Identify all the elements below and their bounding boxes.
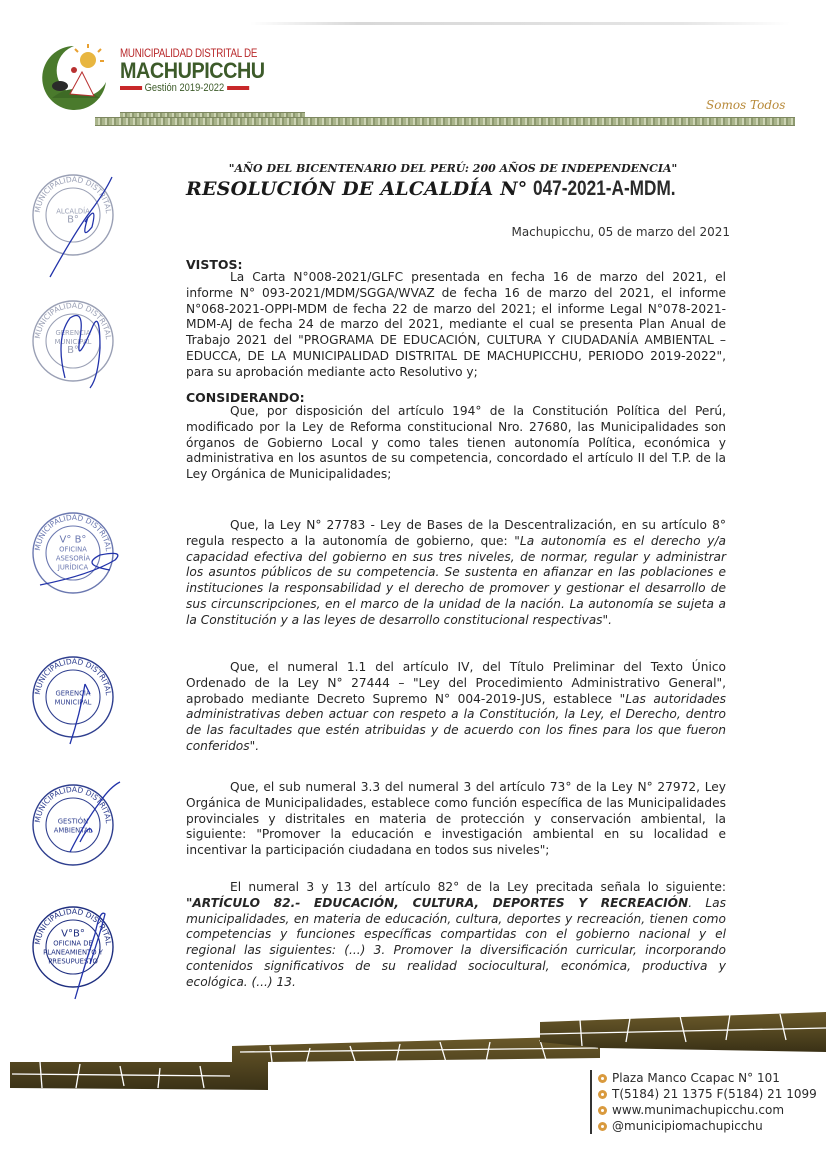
motto: Somos Todos (706, 98, 786, 112)
considerando-heading: CONSIDERANDO: (186, 390, 305, 405)
red-bar-left (120, 86, 142, 90)
brand-block (120, 48, 281, 94)
phone-text: T(5184) 21 1375 F(5184) 21 1099 (612, 1087, 817, 1101)
stamp-label: OFICINA (59, 545, 87, 554)
stamp-label: ASESORÍA (55, 554, 91, 563)
paragraph-article-82 (186, 880, 726, 991)
seal-stamp-icon (26, 647, 116, 740)
stamp-label: B° (67, 214, 79, 226)
phone-icon (598, 1090, 607, 1099)
resolution-prefix: RESOLUCIÓN DE ALCALDÍA N° (186, 178, 528, 200)
location-icon (598, 1074, 607, 1083)
stamp-ring-text: MUNICIPALIDAD DISTRITAL DE MACHUPICCHU (26, 503, 114, 554)
resolution-number: 047-2021-A-MDM. (532, 177, 676, 200)
considerando-para-1 (186, 404, 726, 483)
contact-address (598, 1070, 817, 1086)
top-decorative-line (250, 22, 790, 25)
stamp-label: B° (67, 345, 79, 356)
stamp-ring-text: MUNICIPALIDAD DISTRITAL DE MACHUPICCHU (26, 775, 114, 826)
stamp-label: GERENCIA (55, 689, 91, 698)
considerando-para-3 (186, 660, 726, 755)
stamp-label: MUNICIPAL (54, 338, 92, 346)
para5-intro: El numeral 3 y 13 del artículo 82° de la Ley precitada señala lo siguiente: (230, 880, 726, 894)
seal-stamp-icon (26, 165, 116, 258)
paragraph-environmental: Que, el sub numeral 3.3 del numeral 3 del artículo 73° de la Ley N° 27972, Ley Orgánica de Municipalidades, establece como función específica de las Municipalidades provinciales y distritales en materia de protección y conservación ambiental, la siguiente: "Promover la educación e investigación ambiental en su localidad e incentivar la participación ciudadana en todos sus niveles"; (186, 780, 726, 858)
stamp-label: MUNICIPAL (54, 698, 92, 707)
municipality-logo-icon (38, 42, 110, 114)
web-icon (598, 1106, 607, 1115)
paragraph-decentralization (186, 518, 726, 629)
contact-website[interactable] (598, 1102, 817, 1118)
para5-rest: . Las municipalidades, en materia de educación, cultura, deportes y recreación, tienen como competencias y funciones específicas compartidas con el gobierno nacional y el regional las siguientes: (...) 3. Promover la diversificación curricular, incorporando contenidos significativos de su realidad sociocultural, económica, productiva y ecológica. (...) 13. (186, 895, 727, 989)
stamp-ring-text: MUNICIPALIDAD DISTRITAL DE MACHUPICCHU (26, 897, 114, 948)
red-bar-right (227, 86, 249, 90)
seal-stamp-icon (26, 897, 116, 990)
stamp-label: ALCALDÍA (56, 207, 90, 216)
considerando-para-5 (186, 880, 726, 991)
seal-stamp-icon (26, 775, 116, 868)
seal-stamp-icon (26, 503, 116, 596)
vistos-section (186, 270, 726, 381)
stone-wall-right-icon (540, 1012, 826, 1062)
year-title: "AÑO DEL BICENTENARIO DEL PERÚ: 200 AÑOS DE INDEPENDENCIA" (228, 162, 678, 175)
contact-social[interactable] (598, 1118, 817, 1134)
stamp-ring-text: MUNICIPALIDAD DISTRITAL DE MACHUPICCHU (26, 165, 114, 216)
stamp-label: V°B° (61, 928, 85, 940)
contact-phone (598, 1086, 817, 1102)
greek-band-header (95, 117, 795, 126)
vistos-text: La Carta N°008-2021/GLFC presentada en fecha 16 de marzo del 2021, el informe N° 093-2021/MDM/SGGA/WVAZ de fecha 16 de marzo del 2021, el informe N°068-2021-OPPI-MDM de fecha 22 de marzo del 2021; el informe Legal N°078-2021-MDM-AJ de fecha 24 de marzo del 2021, mediante el cual se presenta Plan Anual de Trabajo 2021 del "PROGRAMA DE EDUCACIÓN, CULTURA Y CIUDADANÍA AMBIENTAL – EDUCCA, DE LA MUNICIPALIDAD DISTRITAL DE MACHUPICCHU, PERIODO 2019-2022", para su aprobación mediante acto Resolutivo y; (186, 270, 726, 379)
term-label: Gestión 2019-2022 (144, 82, 225, 94)
stamp-label: GERENCIA (55, 329, 91, 337)
stamp-label: OFICINA DE (53, 939, 93, 948)
document-date: Machupicchu, 05 de marzo del 2021 (511, 225, 730, 239)
stone-wall-decoration-icon (0, 1022, 600, 1092)
para3-quote: "Las autoridades administrativas deben actuar con respeto a la Constitución, la Ley, el Derecho, dentro de las facultades que estén atribuidas y de acuerdo con los fines para los que fueron conferidos". (186, 691, 726, 753)
seal-stamp-icon (26, 291, 116, 384)
stamp-label: GESTIÓN (57, 817, 89, 826)
brand-line-name: MACHUPICCHU (120, 58, 265, 83)
brand-line-municipality: MUNICIPALIDAD DISTRITAL DE (120, 48, 258, 60)
paragraph-constitution: Que, por disposición del artículo 194° de la Constitución Política del Perú, modificado por la Ley de Reforma constitucional Nro. 27680, las Municipalidades son órganos de Gobierno Local y como tales tienen autonomía Política, económica y administrativa en los asuntos de su competencia, concordado el artículo II del T.P. de la Ley Orgánica de Municipalidades; (186, 404, 726, 482)
para2-quote: "La autonomía es el derecho y/a capacidad efectiva del gobierno en sus tres niveles, de normar, regular y administrar los asuntos públicos de su competencia. Se sustenta en afianzar en las poblaciones e instituciones la responsabilidad y el derecho de promover y gestionar el desarrollo de sus circunscripciones, en el marco de la unidad de la nación. La autonomía se sujeta a la Constitución y a las leyes de desarrollo constitucional respectivas". (186, 533, 726, 627)
social-icon (598, 1122, 607, 1131)
stamp-label: V° B° (59, 534, 87, 546)
brand-line-term (120, 82, 257, 94)
contact-block (590, 1070, 817, 1134)
stamp-label: JURÍDICA (57, 563, 89, 572)
considerando-para-2 (186, 518, 726, 629)
paragraph-procedure-law (186, 660, 726, 755)
address-text: Plaza Manco Ccapac N° 101 (612, 1071, 780, 1085)
social-handle[interactable]: @municipiomachupicchu (612, 1119, 763, 1133)
stamp-label: AMBIENTAL (53, 826, 93, 835)
stamp-label: PLANEAMIENTO Y (43, 948, 103, 957)
stamp-ring-text: MUNICIPALIDAD DISTRITAL DE MACHUPICCHU (26, 291, 114, 342)
website-link[interactable]: www.munimachupicchu.com (612, 1103, 785, 1117)
para3-intro: Que, el numeral 1.1 del artículo IV, del Título Preliminar del Texto Único Ordenado de la Ley N° 27444 – "Ley del Procedimiento Administrativo General", aprobado mediante Decreto Supremo N° 004-2019-JUS, establece (186, 660, 726, 706)
vistos-heading: VISTOS: (186, 257, 243, 272)
para5-article-title: "ARTÍCULO 82.- EDUCACIÓN, CULTURA, DEPORTES Y RECREACIÓN (186, 895, 689, 910)
stamp-ring-text: MUNICIPALIDAD DISTRITAL DE MACHUPICCHU (26, 647, 114, 698)
resolution-title (186, 177, 706, 201)
para2-intro: Que, la Ley N° 27783 - Ley de Bases de la Descentralización, en su artículo 8° regula respecto a la autonomía de gobierno, que: (186, 518, 726, 548)
stamp-label: PRESUPUESTO (48, 957, 98, 966)
considerando-para-4 (186, 780, 726, 859)
